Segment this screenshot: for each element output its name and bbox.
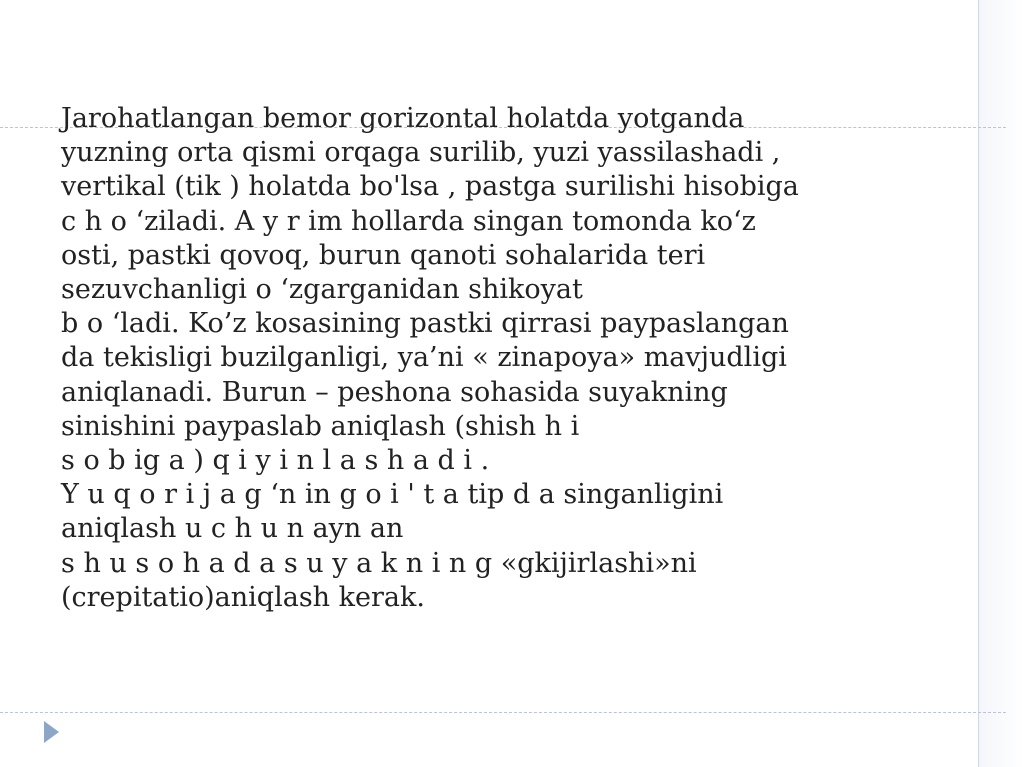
text-line: Y u q o r i j a g ‘n in g o i ' t a tip d a singanligini (61, 479, 724, 511)
text-line: s o b ig a ) q i y i n l a s h a d i . (61, 445, 490, 477)
bottom-divider (0, 712, 1006, 713)
frame-shade (979, 0, 1024, 767)
body-text (61, 102, 976, 615)
text-line: da tekisligi buzilganligi, ya’ni « zinapoya» mavjudligi (61, 342, 787, 374)
text-line: sezuvchanligi o ‘zgarganidan shikoyat (61, 274, 583, 306)
frame-border (978, 0, 979, 767)
text-line: s h u s o h a d a s u y a k n i n g «gkijirlashi»ni (61, 547, 697, 579)
text-line: sinishini paypaslab aniqlash (shish h i (61, 410, 580, 442)
text-line: aniqlanadi. Burun – peshona sohasida suyakning (61, 376, 728, 408)
text-line: yuzning orta qismi orqaga surilib, yuzi yassilashadi , (61, 137, 781, 169)
text-line: c h o ‘ziladi. A y r im hollarda singan tomonda ko‘z (61, 205, 756, 237)
text-line: (crepitatio)aniqlash kerak. (61, 581, 425, 613)
text-line: b o ‘ladi. Ko’z kosasining pastki qirrasi paypaslangan (61, 308, 789, 340)
triangle-bullet-icon (44, 721, 59, 743)
text-line: Jarohatlangan bemor gorizontal holatda yotganda (61, 103, 745, 134)
text-line: osti, pastki qovoq, burun qanoti sohalarida teri (61, 239, 706, 271)
text-line: vertikal (tik ) holatda bo'lsa , pastga surilishi hisobiga (61, 171, 799, 203)
text-line: aniqlash u c h u n ayn an (61, 513, 404, 545)
